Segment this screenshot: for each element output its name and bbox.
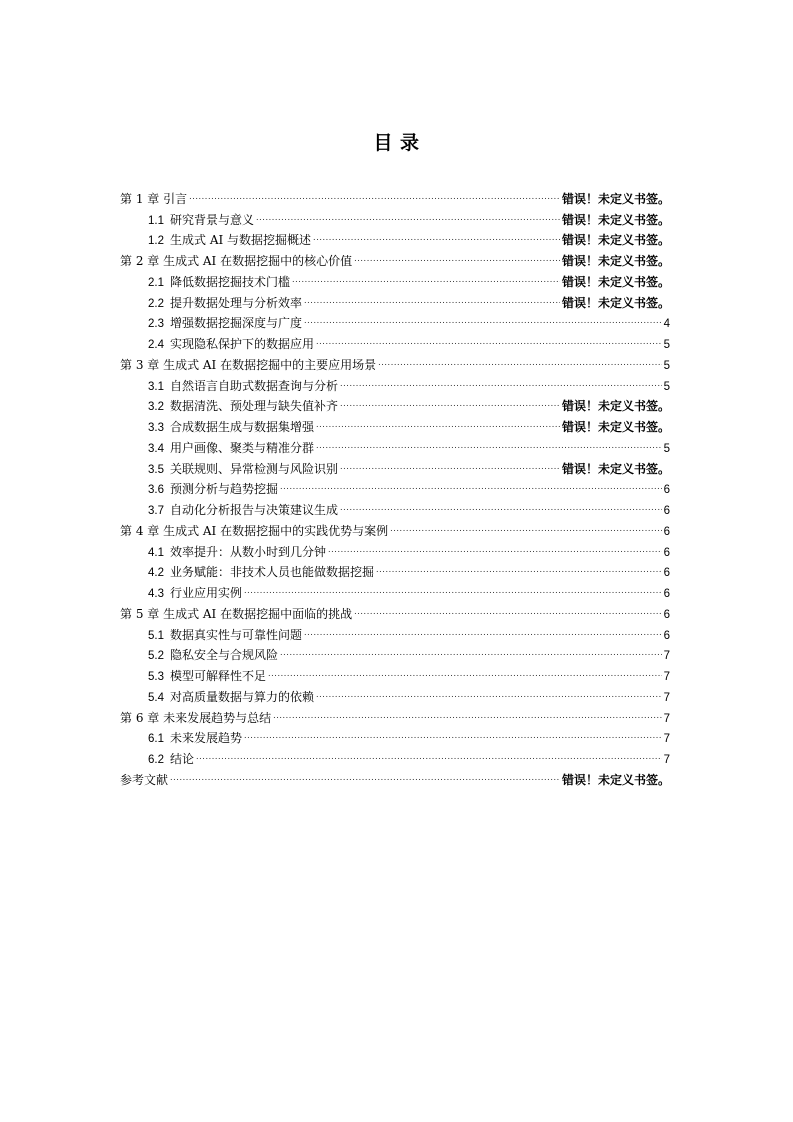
toc-dot-leader bbox=[273, 701, 662, 722]
toc-bookmark-error: 错误！未定义书签。 bbox=[561, 420, 670, 434]
toc-entry-number: 5.4 bbox=[148, 691, 164, 704]
toc-entry-title: 第 5 章 生成式 AI 在数据挖掘中面临的挑战 bbox=[120, 606, 353, 621]
toc-bookmark-error: 错误！未定义书签。 bbox=[561, 233, 670, 248]
toc-dot-leader bbox=[280, 473, 662, 494]
toc-page-number: 6 bbox=[663, 505, 670, 517]
toc-page-number: 6 bbox=[663, 546, 670, 559]
toc-page-number: 5 bbox=[663, 380, 670, 393]
toc-entry-title: 结论 bbox=[170, 752, 195, 766]
toc-dot-leader bbox=[340, 493, 662, 514]
toc-dot-leader bbox=[328, 535, 662, 556]
toc-entry-number: 2.3 bbox=[148, 318, 164, 331]
toc-dot-leader bbox=[316, 680, 662, 701]
toc-entry-title: 参考文献 bbox=[120, 772, 169, 787]
toc-dot-leader bbox=[354, 597, 661, 618]
toc-page-number: 6 bbox=[663, 588, 670, 600]
toc-bookmark-error: 错误！未定义书签。 bbox=[561, 772, 670, 787]
toc-dot-leader bbox=[354, 244, 560, 265]
toc-entry-title: 业务赋能：非技术人员也能做数据挖掘 bbox=[170, 565, 375, 580]
toc-entry-title: 行业应用实例 bbox=[170, 586, 243, 600]
toc-entry-title: 效率提升：从数小时到几分钟 bbox=[170, 544, 327, 559]
toc-page-number: 5 bbox=[663, 359, 670, 372]
toc-dot-leader bbox=[256, 203, 560, 224]
toc-entry-number: 3.1 bbox=[148, 380, 164, 393]
toc-dot-leader bbox=[316, 410, 560, 431]
toc-dot-leader bbox=[304, 286, 560, 307]
toc-dot-leader bbox=[376, 556, 662, 577]
toc-dot-leader bbox=[304, 618, 662, 639]
toc-bookmark-error: 错误！未定义书签。 bbox=[561, 295, 670, 310]
toc-page-number: 7 bbox=[663, 650, 670, 663]
toc-entry-title: 第 1 章 引言 bbox=[120, 191, 188, 206]
toc-page-number: 6 bbox=[663, 567, 670, 580]
toc-entry-title: 第 3 章 生成式 AI 在数据挖掘中的主要应用场景 bbox=[120, 357, 377, 372]
toc-page-number: 6 bbox=[663, 629, 670, 642]
toc-entry-title: 关联规则、异常检测与风险识别 bbox=[170, 461, 339, 476]
toc-page-number: 6 bbox=[663, 608, 670, 621]
toc-entry-number: 2.2 bbox=[148, 297, 164, 310]
toc-entry-number: 5.1 bbox=[148, 629, 164, 642]
toc-dot-leader bbox=[196, 742, 662, 763]
toc-entry-number: 3.6 bbox=[148, 484, 164, 497]
toc-title: 目 录 bbox=[373, 132, 420, 154]
toc-dot-leader bbox=[390, 514, 661, 535]
toc-page-number: 5 bbox=[663, 339, 670, 351]
toc-bookmark-error: 错误！未定义书签。 bbox=[561, 274, 670, 289]
toc-entry-title: 第 4 章 生成式 AI 在数据挖掘中的实践优势与案例 bbox=[120, 523, 389, 538]
toc-entry-number: 6.1 bbox=[148, 733, 164, 746]
toc-entry-title: 自动化分析报告与决策建议生成 bbox=[170, 503, 339, 517]
toc-entry-title: 研究背景与意义 bbox=[170, 212, 255, 227]
toc-entry-title: 数据清洗、预处理与缺失值补齐 bbox=[170, 399, 339, 414]
toc-page-number: 4 bbox=[663, 318, 670, 331]
toc-dot-leader bbox=[170, 763, 560, 784]
toc-entry-number: 5.3 bbox=[148, 671, 164, 683]
toc-dot-leader bbox=[340, 369, 662, 390]
toc-entry-number: 3.2 bbox=[148, 401, 164, 414]
toc-page-number: 7 bbox=[663, 671, 670, 683]
toc-page-number: 7 bbox=[663, 691, 670, 704]
toc-entry-title: 实现隐私保护下的数据应用 bbox=[170, 337, 315, 351]
toc-entry-number: 5.2 bbox=[148, 650, 164, 663]
table-of-contents bbox=[120, 182, 670, 787]
toc-bookmark-error: 错误！未定义书签。 bbox=[561, 399, 670, 414]
toc-entry-title: 隐私安全与合规风险 bbox=[170, 648, 279, 663]
toc-entry-title: 第 6 章 未来发展趋势与总结 bbox=[120, 710, 272, 725]
toc-entry-number: 4.3 bbox=[148, 588, 164, 600]
toc-entry-title: 自然语言自助式数据查询与分析 bbox=[170, 378, 339, 393]
toc-entry-number: 1.2 bbox=[148, 235, 164, 248]
toc-entry-title: 数据真实性与可靠性问题 bbox=[170, 627, 303, 642]
toc-dot-leader bbox=[340, 390, 560, 411]
toc-entry-title: 未来发展趋势 bbox=[170, 731, 243, 746]
toc-entry-number: 6.2 bbox=[148, 754, 164, 766]
toc-section-entry[interactable] bbox=[120, 742, 670, 766]
toc-entry-number: 2.4 bbox=[148, 339, 164, 351]
toc-entry-number: 3.7 bbox=[148, 505, 164, 517]
toc-page-number: 7 bbox=[663, 733, 670, 746]
toc-dot-leader bbox=[340, 452, 560, 473]
toc-page-number: 5 bbox=[663, 442, 670, 455]
toc-entry-number: 1.1 bbox=[148, 214, 164, 227]
toc-entry-title: 用户画像、聚类与精准分群 bbox=[170, 440, 315, 455]
toc-page-number: 6 bbox=[663, 525, 670, 538]
toc-page-number: 6 bbox=[663, 484, 670, 497]
toc-dot-leader bbox=[313, 224, 560, 245]
toc-dot-leader bbox=[189, 182, 560, 203]
toc-entry-number: 3.5 bbox=[148, 463, 164, 476]
toc-dot-leader bbox=[244, 576, 662, 597]
toc-dot-leader bbox=[268, 659, 662, 680]
toc-entry-title: 第 2 章 生成式 AI 在数据挖掘中的核心价值 bbox=[120, 254, 353, 268]
toc-page-number: 7 bbox=[663, 754, 670, 766]
toc-dot-leader bbox=[304, 307, 662, 328]
toc-page-number: 7 bbox=[663, 712, 670, 725]
toc-entry-title: 降低数据挖掘技术门槛 bbox=[170, 274, 291, 289]
toc-dot-leader bbox=[316, 327, 662, 348]
toc-bookmark-error: 错误！未定义书签。 bbox=[561, 254, 670, 268]
toc-entry-number: 4.2 bbox=[148, 567, 164, 580]
toc-entry-title: 合成数据生成与数据集增强 bbox=[170, 420, 315, 434]
toc-bookmark-error: 错误！未定义书签。 bbox=[561, 212, 670, 227]
toc-entry-number: 2.1 bbox=[148, 276, 164, 289]
toc-dot-leader bbox=[378, 348, 661, 369]
toc-entry-title: 预测分析与趋势挖掘 bbox=[170, 482, 279, 497]
toc-entry-number: 3.3 bbox=[148, 422, 164, 434]
toc-entry-number: 4.1 bbox=[148, 546, 164, 559]
toc-entry-title: 增强数据挖掘深度与广度 bbox=[170, 316, 303, 331]
toc-dot-leader bbox=[316, 431, 662, 452]
toc-entry-title: 对高质量数据与算力的依赖 bbox=[170, 689, 315, 704]
toc-bookmark-error: 错误！未定义书签。 bbox=[561, 191, 670, 206]
toc-dot-leader bbox=[292, 265, 560, 286]
toc-entry-title: 生成式 AI 与数据挖掘概述 bbox=[170, 233, 312, 248]
toc-entry-title: 提升数据处理与分析效率 bbox=[170, 295, 303, 310]
toc-dot-leader bbox=[280, 639, 662, 660]
toc-bookmark-error: 错误！未定义书签。 bbox=[561, 461, 670, 476]
toc-chapter-entry[interactable] bbox=[120, 182, 670, 206]
toc-entry-title: 模型可解释性不足 bbox=[170, 669, 267, 683]
toc-chapter-entry[interactable] bbox=[120, 763, 670, 787]
toc-dot-leader bbox=[244, 722, 662, 743]
toc-entry-number: 3.4 bbox=[148, 442, 164, 455]
